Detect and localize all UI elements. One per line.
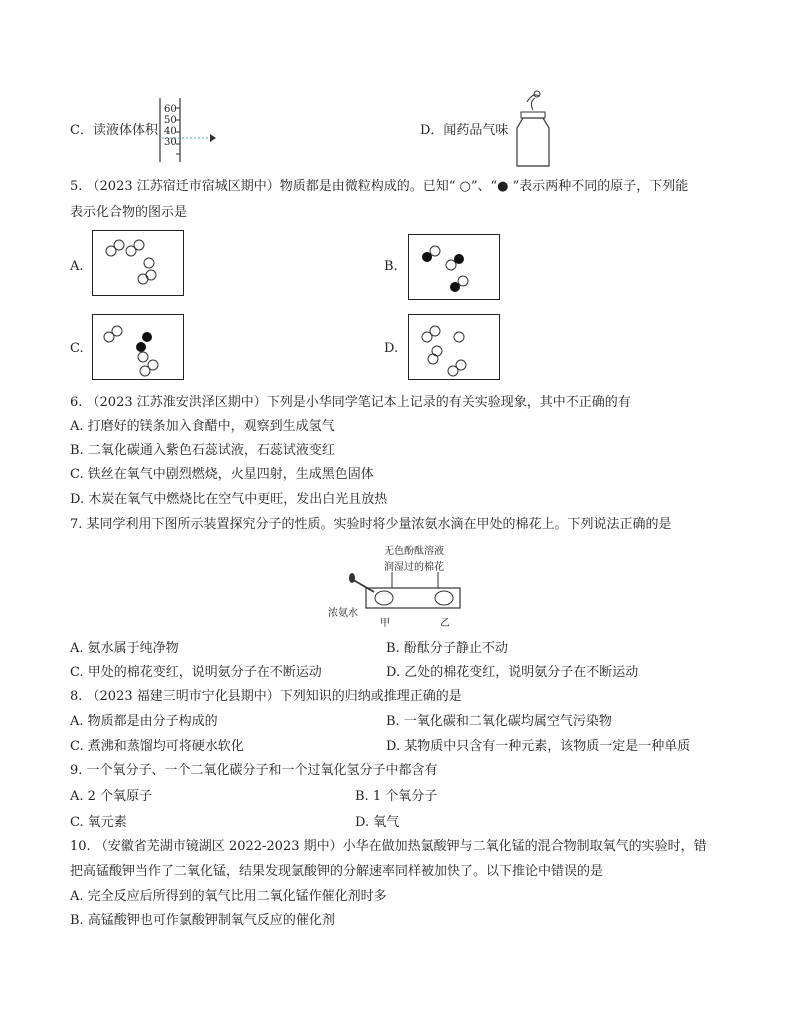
q6-option-a: A. 打磨好的镁条加入食醋中，观察到生成氢气 [70,419,335,434]
q10-stem-line1: 10. （安徽省芜湖市镜湖区 2022-2023 期中）小华在做加热氯酸钾与二氧化锰的混合物制取氧气的实验时，错 [70,839,707,854]
figure-label-yi: 乙 [440,618,450,629]
q8-option-a: A. 物质都是由分子构成的 [70,714,218,729]
molecule-diagram-a [93,231,185,297]
q5-stem-line2: 表示化合物的图示是 [70,205,188,220]
q8-option-b: B. 一氧化碳和二氧化碳均属空气污染物 [386,714,612,729]
q7-option-b: B. 酚酞分子静止不动 [386,641,508,656]
q7-option-a: A. 氨水属于纯净物 [70,641,179,656]
gas-bottle-figure [505,88,565,168]
q5-box-d [408,314,500,380]
q5-box-a [92,230,184,296]
q5-label-d: D. [384,341,399,356]
q10-stem-line2: 把高锰酸钾当作了二氧化锰，结果发现氯酸钾的分解速率同样被加快了。以下推论中错误的是 [70,864,604,879]
molecule-diagram-d [409,315,501,381]
cylinder-tick-40: 40 [164,126,177,137]
q5-box-c [92,314,184,380]
q5-stem-line1: 5. （2023 江苏宿迁市宿城区期中）物质都是由微粒构成的。已知“ ○”、“● ”表示两种不同的原子，下列能 [70,179,689,194]
q7-option-d: D. 乙处的棉花变红，说明氨分子在不断运动 [386,665,639,680]
q4-option-d: D．闻药品气味 [420,123,509,138]
figure-label-ammonia: 浓氨水 [328,608,358,619]
molecule-diagram-b [409,235,501,301]
q4-option-c: C．读液体体积 [70,123,158,138]
cylinder-tick-50: 50 [164,115,177,126]
q10-option-b: B. 高锰酸钾也可作氯酸钾制氧气反应的催化剂 [70,913,335,928]
q8-option-d: D. 某物质中只含有一种元素，该物质一定是一种单质 [386,739,691,754]
q9-stem: 9. 一个氧分子、一个二氧化碳分子和一个过氧化氢分子中都含有 [70,763,438,778]
q9-option-c: C. 氧元素 [70,815,127,830]
q6-option-c: C. 铁丝在氧气中剧烈燃烧，火星四射，生成黑色固体 [70,467,374,482]
cylinder-tick-30: 30 [164,137,177,148]
q9-option-d: D. 氧气 [355,815,400,830]
q6-stem: 6. （2023 江苏淮安洪泽区期中）下列是小华同学笔记本上记录的有关实验现象，其中不正确的有 [70,395,631,410]
q5-label-a: A. [70,259,84,274]
graduated-cylinder-figure [150,96,230,166]
q6-option-b: B. 二氧化碳通入紫色石蕊试液，石蕊试液变红 [70,443,335,458]
q6-option-d: D. 木炭在氧气中燃烧比在空气中更旺，发出白光且放热 [70,492,388,507]
q7-stem: 7. 某同学利用下图所示装置探究分子的性质。实验时将少量浓氨水滴在甲处的棉花上。下列说法正确的是 [70,517,672,532]
q9-option-a: A. 2 个氧原子 [70,789,153,804]
q5-box-b [408,234,500,300]
q8-stem: 8. （2023 福建三明市宁化县期中）下列知识的归纳或推理正确的是 [70,689,462,704]
figure-label-cotton: 润湿过的棉花 [384,562,444,573]
q10-option-a: A. 完全反应后所得到的氧气比用二氧化锰作催化剂时多 [70,889,387,904]
q5-label-b: B. [384,259,398,274]
q8-option-c: C. 煮沸和蒸馏均可将硬水软化 [70,739,244,754]
q5-label-c: C. [70,341,84,356]
molecule-diagram-c [93,315,185,381]
figure-label-jia: 甲 [380,618,390,629]
figure-label-phenolphthalein: 无色酚酞溶液 [384,546,444,557]
cylinder-tick-60: 60 [164,104,177,115]
q7-option-c: C. 甲处的棉花变红，说明氨分子在不断运动 [70,665,322,680]
q9-option-b: B. 1 个氧分子 [355,789,438,804]
